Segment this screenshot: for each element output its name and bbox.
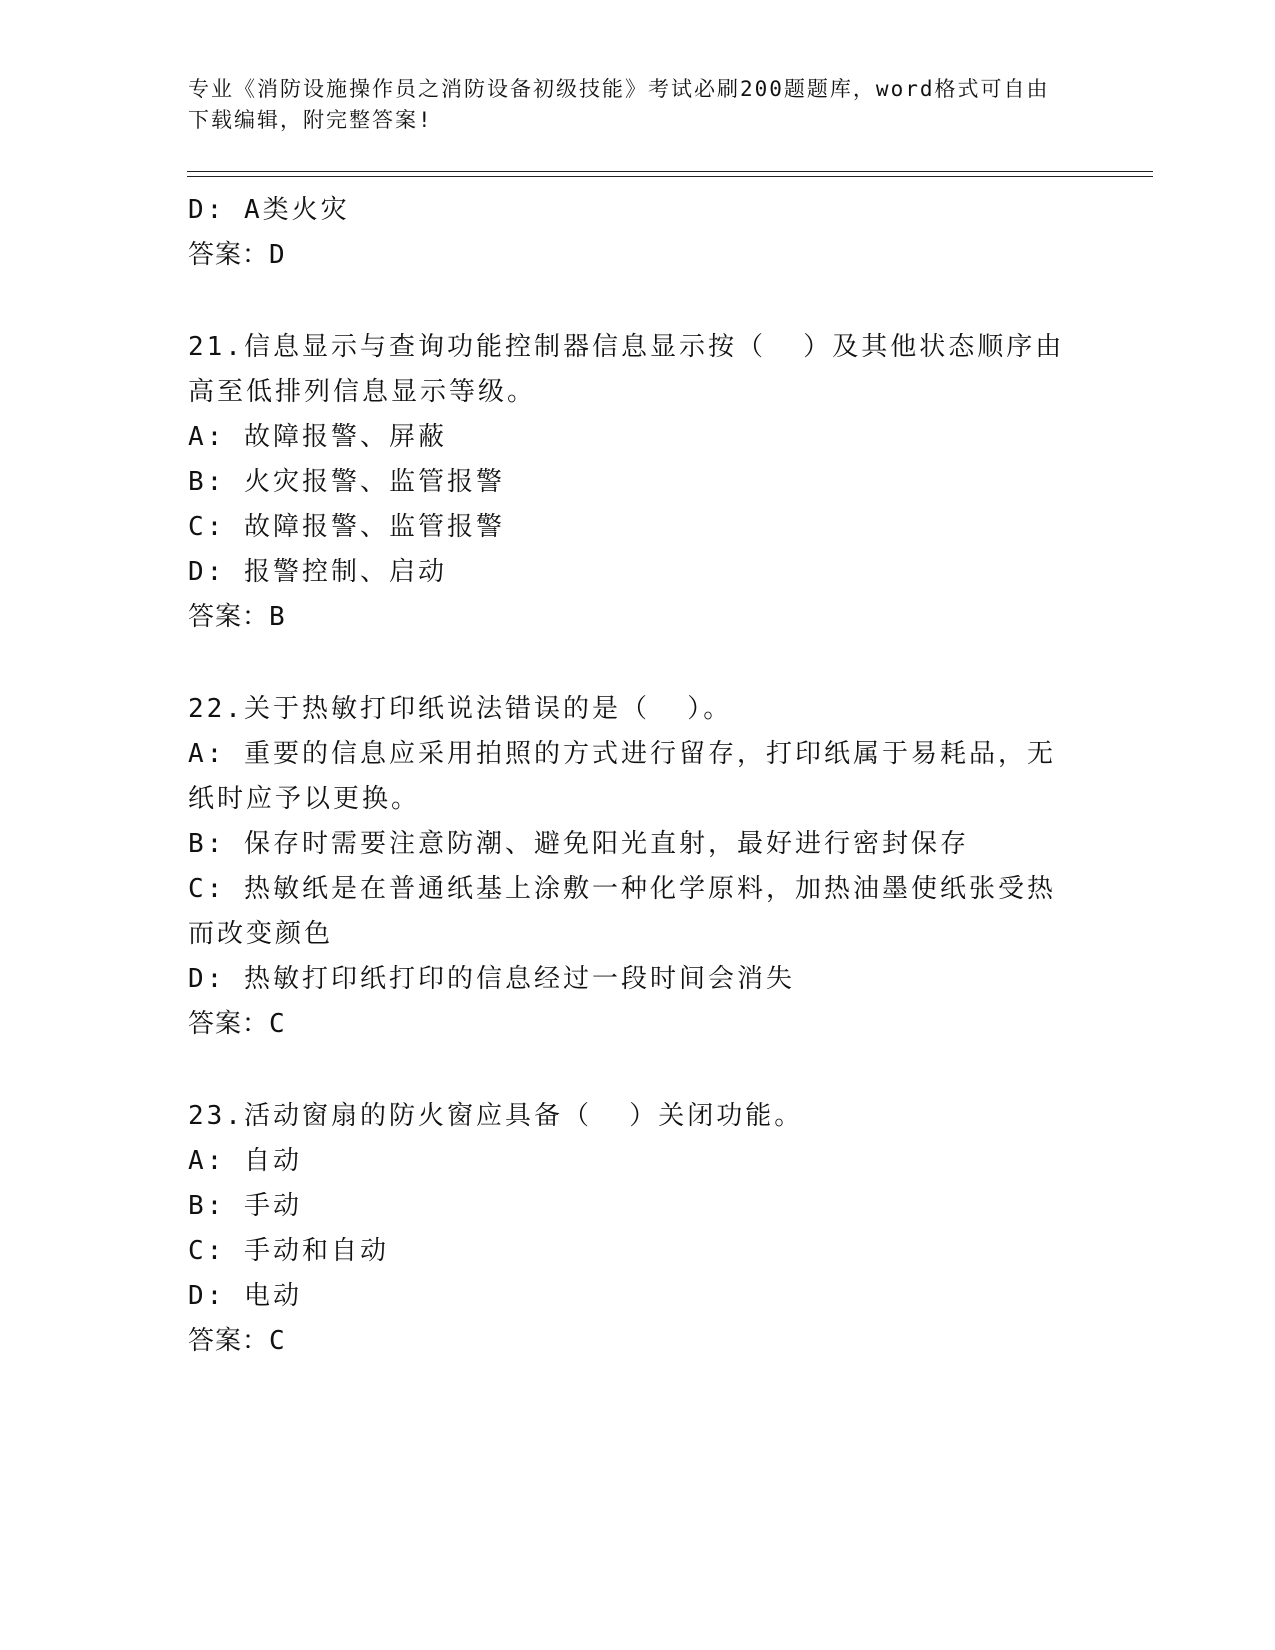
header-rule-bottom xyxy=(187,176,1153,177)
option-c: C: 故障报警、监管报警 xyxy=(188,512,505,542)
answer-value: B xyxy=(269,602,286,632)
option-b: B: 火灾报警、监管报警 xyxy=(188,467,505,497)
answer-value: C xyxy=(269,1009,286,1039)
answer-label: 答案： xyxy=(188,1326,270,1356)
document-header: 专业《消防设施操作员之消防设备初级技能》考试必刷200题题库，word格式可自由下载编辑，附完整答案! xyxy=(188,77,1050,132)
option-d: D: 报警控制、启动 xyxy=(188,557,447,587)
answer-label: 答案： xyxy=(188,1009,270,1039)
option-d: D: 热敏打印纸打印的信息经过一段时间会消失 xyxy=(188,964,795,994)
question-stem: 21.信息显示与查询功能控制器信息显示按（ ）及其他状态顺序由高至低排列信息显示等级。 xyxy=(188,332,1065,407)
option-a: A: 故障报警、屏蔽 xyxy=(188,422,447,452)
option-d: D: A类火灾 xyxy=(188,195,350,225)
previous-question-fragment xyxy=(188,188,1078,278)
answer-value: D xyxy=(269,240,286,270)
option-c: C: 手动和自动 xyxy=(188,1236,389,1266)
option-c: C: 热敏纸是在普通纸基上涂敷一种化学原料，加热油墨使纸张受热而改变颜色 xyxy=(188,874,1056,949)
option-b: B: 保存时需要注意防潮、避免阳光直射，最好进行密封保存 xyxy=(188,829,969,859)
question-stem: 22.关于热敏打印纸说法错误的是（ ）。 xyxy=(188,694,733,724)
question-21 xyxy=(188,325,1078,640)
answer-value: C xyxy=(269,1326,286,1356)
question-23 xyxy=(188,1094,1078,1364)
question-22 xyxy=(188,687,1078,1047)
answer-line xyxy=(188,1002,1078,1047)
option-a: A: 自动 xyxy=(188,1146,302,1176)
answer-line xyxy=(188,595,1078,640)
question-list xyxy=(188,188,1078,1364)
answer-line xyxy=(188,1319,1078,1364)
answer-label: 答案： xyxy=(188,240,270,270)
answer-label: 答案： xyxy=(188,602,270,632)
option-b: B: 手动 xyxy=(188,1191,302,1221)
question-stem: 23.活动窗扇的防火窗应具备（ ）关闭功能。 xyxy=(188,1101,804,1131)
header-rule-top xyxy=(187,171,1153,172)
option-a: A: 重要的信息应采用拍照的方式进行留存，打印纸属于易耗品，无纸时应予以更换。 xyxy=(188,739,1056,814)
option-d: D: 电动 xyxy=(188,1281,302,1311)
answer-line xyxy=(188,233,1078,278)
